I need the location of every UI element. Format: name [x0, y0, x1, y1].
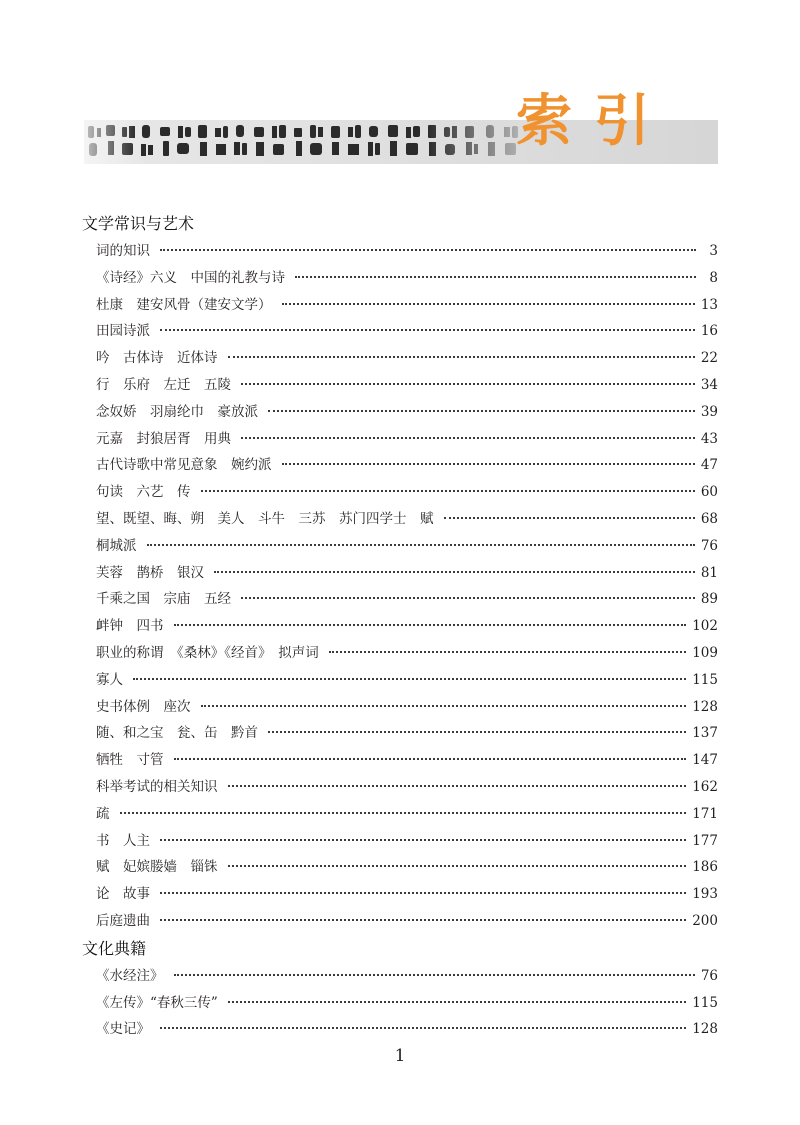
index-entry: [82, 747, 718, 774]
entry-title: 芙蓉 鹊桥 银汉: [96, 564, 204, 581]
dot-leader: [160, 919, 686, 921]
dot-leader: [329, 651, 686, 653]
entry-title: 书 人主: [96, 832, 150, 849]
entry-page-number: 8: [709, 269, 718, 286]
dot-leader: [241, 597, 695, 599]
index-entry: [82, 774, 718, 801]
index-entry: [82, 292, 718, 319]
entry-title: 职业的称谓 《桑林》《经首》 拟声词: [96, 644, 319, 661]
index-entry: [82, 399, 718, 426]
dot-leader: [228, 1001, 686, 1003]
entry-title: 后庭遗曲: [96, 912, 150, 929]
dot-leader: [174, 758, 687, 760]
entry-page-number: 102: [692, 618, 718, 635]
dot-leader: [241, 437, 695, 439]
dot-leader: [214, 571, 695, 573]
index-entry: [82, 533, 718, 560]
index-list: [82, 210, 718, 1043]
entry-title: 《左传》“春秋三传”: [96, 994, 218, 1011]
entry-page-number: 200: [692, 912, 718, 929]
entry-title: 论 故事: [96, 886, 150, 903]
entry-title: 赋 妃嫔媵嫱 锱铢: [96, 859, 218, 876]
entry-title: 寡人: [96, 671, 123, 688]
index-entry: [82, 586, 718, 613]
entry-title: 千乘之国 宗庙 五经: [96, 591, 231, 608]
entry-page-number: 115: [692, 671, 718, 688]
index-section: [82, 210, 718, 935]
entry-page-number: 68: [700, 510, 718, 527]
index-entry: [82, 426, 718, 453]
entry-title: 《水经注》: [96, 967, 164, 984]
index-entry: [82, 667, 718, 694]
dot-leader: [147, 544, 695, 546]
entry-page-number: 109: [692, 644, 718, 661]
entry-title: 《诗经》六义 中国的礼教与诗: [96, 269, 285, 286]
entry-page-number: 193: [692, 886, 718, 903]
dot-leader: [120, 812, 687, 814]
index-entry: [82, 318, 718, 345]
dot-leader: [268, 410, 695, 412]
dot-leader: [201, 490, 695, 492]
entry-page-number: 115: [692, 994, 718, 1011]
entry-page-number: 39: [700, 403, 718, 420]
dot-leader: [160, 839, 686, 841]
section-entries: [82, 963, 718, 1043]
entry-title: 词的知识: [96, 243, 150, 259]
index-entry: [82, 613, 718, 640]
index-entry: [82, 801, 718, 828]
entry-title: 行 乐府 左迁 五陵: [96, 376, 231, 393]
dot-leader: [241, 383, 695, 385]
index-title: 索引: [516, 89, 672, 154]
dot-leader: [295, 276, 696, 278]
entry-page-number: 76: [700, 967, 718, 984]
page-number: 1: [394, 1046, 406, 1066]
index-entry: [82, 720, 718, 747]
entry-page-number: 147: [692, 752, 718, 769]
entry-title: 元嘉 封狼居胥 用典: [96, 430, 231, 447]
entry-title: 杜康 建安风骨（建安文学）: [96, 296, 272, 313]
entry-title: 科举考试的相关知识: [96, 778, 218, 795]
index-entry: [82, 479, 718, 506]
dot-leader: [160, 892, 686, 894]
dot-leader: [228, 356, 695, 358]
dot-leader: [201, 705, 687, 707]
index-entry: [82, 506, 718, 533]
index-entry: [82, 265, 718, 292]
index-entry: [82, 828, 718, 855]
dot-leader: [228, 865, 687, 867]
entry-page-number: 171: [692, 805, 718, 822]
entry-title: 望、既望、晦、朔 美人 斗牛 三苏 苏门四学士 赋: [96, 510, 434, 527]
index-entry: [82, 881, 718, 908]
entry-title: 史书体例 座次: [96, 698, 191, 715]
entry-page-number: 47: [700, 457, 718, 474]
entry-title: 牺牲 寸管: [96, 752, 164, 769]
entry-title: 念奴娇 羽扇纶巾 豪放派: [96, 403, 258, 420]
index-entry: [82, 990, 718, 1017]
entry-page-number: 76: [700, 537, 718, 554]
entry-title: 疏: [96, 805, 110, 822]
index-entry: [82, 1016, 718, 1043]
dot-leader: [160, 1027, 686, 1029]
index-entry: [82, 238, 718, 265]
entry-page-number: 186: [692, 859, 718, 876]
section-heading: 文学常识与艺术: [82, 214, 195, 233]
dot-leader: [160, 329, 695, 331]
entry-title: 古代诗歌中常见意象 婉约派: [96, 457, 272, 474]
entry-title: 句读 六艺 传: [96, 484, 191, 501]
entry-page-number: 43: [700, 430, 718, 447]
section-entries: [82, 238, 718, 935]
dot-leader: [133, 678, 686, 680]
entry-page-number: 137: [692, 725, 718, 742]
entry-page-number: 89: [700, 591, 718, 608]
dot-leader: [174, 624, 687, 626]
entry-page-number: 60: [700, 484, 718, 501]
entry-title: 桐城派: [96, 537, 137, 554]
entry-page-number: 128: [692, 698, 718, 715]
index-entry: [82, 694, 718, 721]
entry-page-number: 177: [692, 832, 718, 849]
entry-title: 田园诗派: [96, 323, 150, 340]
entry-title: 吟 古体诗 近体诗: [96, 350, 218, 367]
entry-page-number: 13: [700, 296, 718, 313]
index-entry: [82, 963, 718, 990]
entry-page-number: 81: [700, 564, 718, 581]
dot-leader: [160, 249, 696, 251]
entry-title: 衅钟 四书: [96, 618, 164, 635]
entry-title: 随、和之宝 瓮、缶 黔首: [96, 725, 258, 742]
dot-leader: [282, 463, 695, 465]
calligraphy-background-image: [84, 124, 524, 164]
entry-page-number: 3: [709, 243, 718, 259]
index-entry: [82, 345, 718, 372]
index-entry: [82, 640, 718, 667]
entry-page-number: 162: [692, 778, 718, 795]
dot-leader: [444, 517, 695, 519]
dot-leader: [268, 731, 686, 733]
entry-page-number: 16: [700, 323, 718, 340]
dot-leader: [174, 974, 695, 976]
index-entry: [82, 908, 718, 935]
entry-page-number: 22: [700, 350, 718, 367]
entry-title: 《史记》: [96, 1021, 150, 1038]
dot-leader: [282, 303, 695, 305]
index-entry: [82, 854, 718, 881]
entry-page-number: 128: [692, 1021, 718, 1038]
entry-page-number: 34: [700, 376, 718, 393]
index-section: [82, 935, 718, 1043]
section-heading: 文化典籍: [82, 938, 147, 958]
dot-leader: [228, 785, 687, 787]
index-entry: [82, 560, 718, 587]
index-entry: [82, 452, 718, 479]
index-entry: [82, 372, 718, 399]
